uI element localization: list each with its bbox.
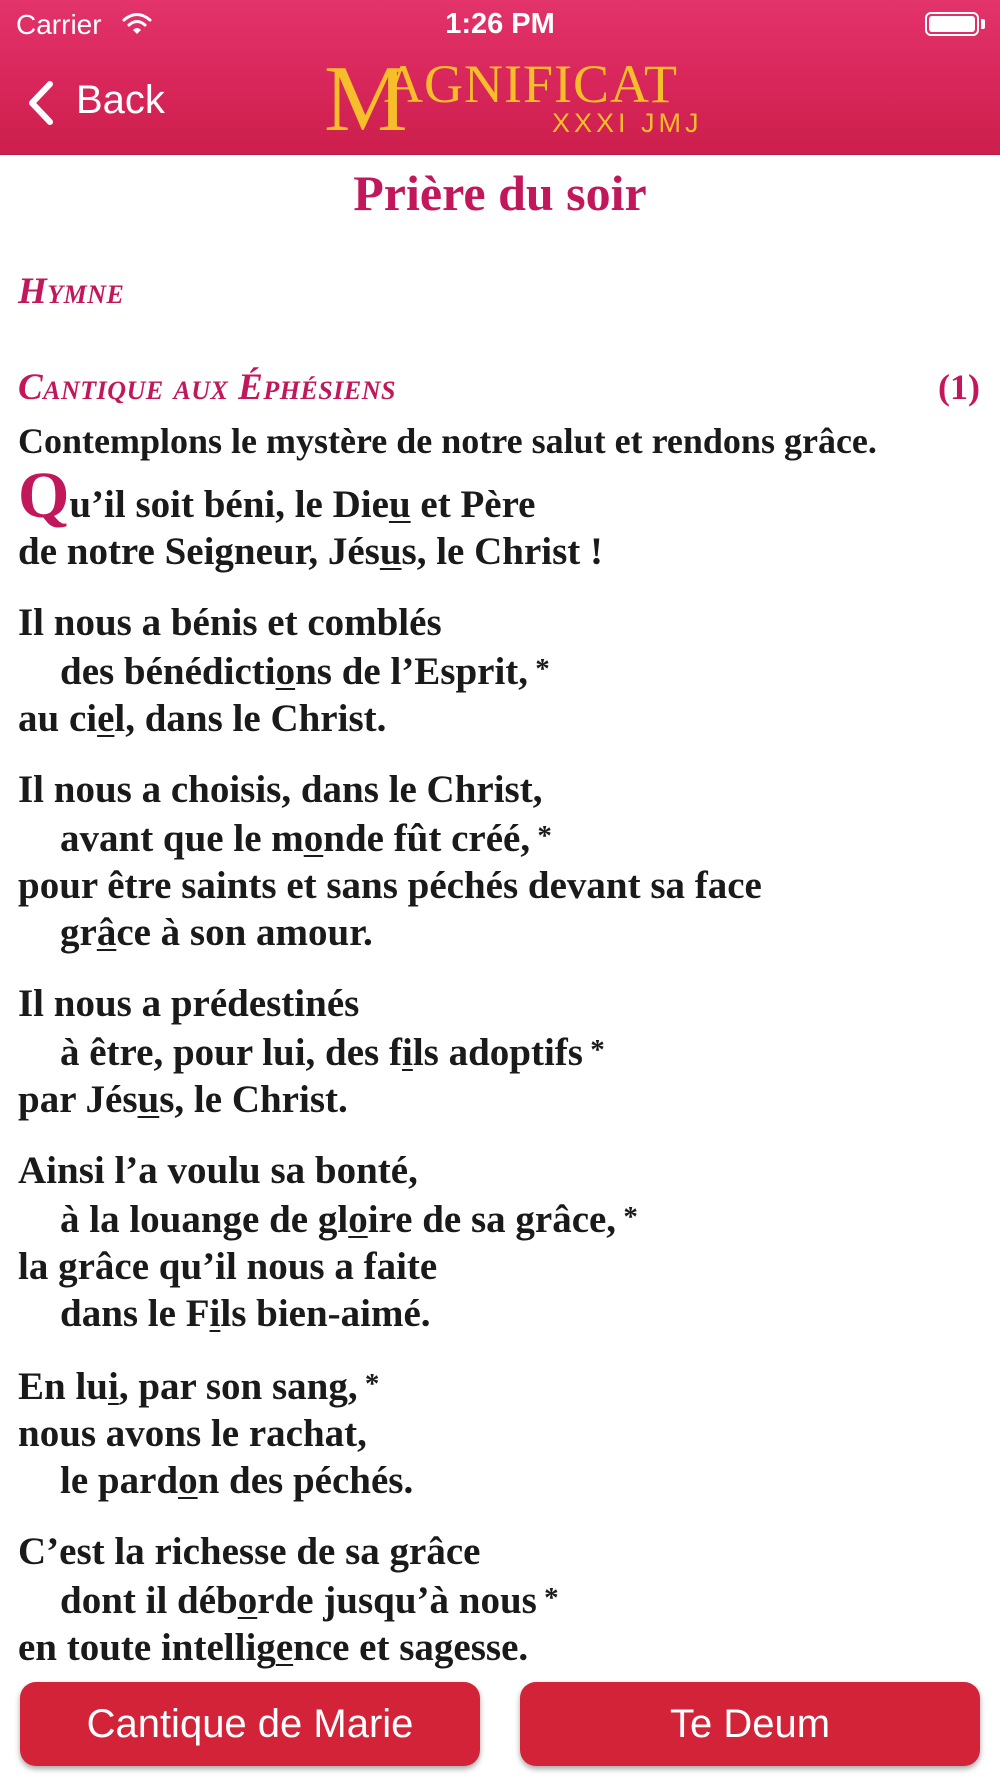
- verse-text: des bénédicti: [60, 650, 276, 693]
- verse-text: nde fût créé,: [323, 817, 531, 860]
- accent-syllable: o: [303, 817, 324, 860]
- verse-line: [18, 1147, 988, 1194]
- accent-syllable: u: [137, 1078, 160, 1121]
- asterisk-mark: *: [616, 1201, 638, 1233]
- verse-line: [18, 1076, 988, 1123]
- verse-text: C’est la richesse de sa grâce: [18, 1530, 481, 1573]
- verse-text: au ci: [18, 697, 98, 740]
- accent-syllable: o: [237, 1579, 258, 1622]
- verse-text: Ainsi l’a voulu sa bonté,: [18, 1149, 418, 1192]
- accent-syllable: i: [401, 1031, 413, 1074]
- verse-line: [18, 1290, 988, 1337]
- chevron-left-icon: [26, 78, 56, 128]
- verse-line: [18, 1575, 988, 1624]
- verse-text: dont il déb: [60, 1579, 238, 1622]
- verse-text: s, le Christ !: [401, 530, 604, 573]
- accent-syllable: u: [379, 530, 402, 573]
- stanza: [18, 766, 988, 956]
- canticle-number: (1): [938, 367, 980, 407]
- asterisk-mark: *: [536, 1582, 559, 1614]
- logo-wordmark: AGNIFICAT: [384, 54, 679, 114]
- battery-icon: [925, 12, 979, 36]
- verse-text: ls bien-aimé.: [220, 1292, 431, 1335]
- accent-syllable: â: [96, 911, 117, 954]
- verse-text: u’il soit béni, le Die: [69, 483, 389, 526]
- carrier-label: Carrier: [16, 9, 102, 40]
- accent-syllable: u: [388, 483, 411, 526]
- asterisk-mark: *: [528, 653, 550, 685]
- stanza: [18, 599, 988, 742]
- verse-text: Il nous a prédestinés: [18, 982, 360, 1025]
- te-deum-button[interactable]: Te Deum: [520, 1682, 980, 1766]
- verse-text: et Père: [410, 483, 536, 526]
- verse-line: [18, 646, 988, 695]
- asterisk-mark: *: [530, 820, 552, 852]
- accent-syllable: i: [107, 1365, 119, 1408]
- verse-text: dans le F: [60, 1292, 210, 1335]
- verse-line: [18, 528, 988, 575]
- verse-text: s, le Christ.: [159, 1078, 348, 1121]
- asterisk-mark: *: [357, 1368, 380, 1400]
- verse-line: [18, 459, 988, 532]
- verse-text: n des péchés.: [197, 1459, 414, 1502]
- verse-line: [18, 1243, 988, 1290]
- asterisk-mark: *: [582, 1034, 605, 1066]
- verse-line: [18, 1457, 988, 1504]
- verse-text: rde jusqu’à nous: [257, 1579, 537, 1622]
- verse-line: [18, 1528, 988, 1575]
- verse-text: En lu: [18, 1365, 108, 1408]
- accent-syllable: o: [178, 1459, 198, 1502]
- status-bar: [0, 0, 1000, 50]
- canticle-heading: Cantique aux Éphésiens: [18, 367, 396, 408]
- accent-syllable: e: [275, 1626, 294, 1669]
- verse-text: à être, pour lui, des f: [60, 1031, 402, 1074]
- verse-text: ire de sa grâce,: [367, 1198, 617, 1241]
- verse-text: de notre Seigneur, Jés: [18, 530, 380, 573]
- stanza: [18, 1147, 988, 1337]
- stanza: [18, 1528, 988, 1671]
- verse-line: [18, 980, 988, 1027]
- hymn-heading[interactable]: Hymne: [18, 271, 125, 312]
- verse-text: le pard: [60, 1459, 179, 1502]
- page-title: Prière du soir: [353, 165, 647, 221]
- cantique-de-marie-button[interactable]: Cantique de Marie: [20, 1682, 480, 1766]
- stanza: [18, 459, 988, 575]
- verse-line: [18, 1410, 988, 1457]
- verse-text: gr: [60, 911, 97, 954]
- stanza: [18, 980, 988, 1123]
- verse-line: [18, 1194, 988, 1243]
- verse-line: [18, 695, 988, 742]
- verse-text: avant que le m: [60, 817, 304, 860]
- verse-line: [18, 599, 988, 646]
- verse-text: nce et sagesse.: [293, 1626, 529, 1669]
- canticle-text: [18, 459, 988, 1695]
- verse-line: [18, 813, 988, 862]
- navigation-bar: [0, 0, 1000, 155]
- magnificat-logo: [324, 47, 704, 151]
- verse-text: en toute intellig: [18, 1626, 276, 1669]
- verse-line: [18, 1624, 988, 1671]
- logo-initial: M: [324, 47, 408, 151]
- verse-text: l, dans le Christ.: [114, 697, 387, 740]
- logo-subtitle: XXXI JMJ: [552, 108, 703, 138]
- verse-text: pour être saints et sans péchés devant sa face: [18, 864, 762, 907]
- verse-line: [18, 862, 988, 909]
- back-label: Back: [76, 78, 165, 122]
- verse-line: [18, 766, 988, 813]
- drop-cap: Q: [18, 459, 70, 532]
- verse-text: ce à son amour.: [116, 911, 373, 954]
- accent-syllable: o: [348, 1198, 368, 1241]
- verse-line: [18, 1027, 988, 1076]
- verse-line: [18, 1361, 988, 1410]
- verse-text: par Jés: [18, 1078, 138, 1121]
- verse-text: à la louange de gl: [60, 1198, 349, 1241]
- verse-line: [18, 909, 988, 956]
- antiphon: Contemplons le mystère de notre salut et rendons grâce.: [18, 421, 877, 461]
- status-time: 1:26 PM: [445, 8, 555, 40]
- verse-text: Il nous a bénis et comblés: [18, 601, 442, 644]
- verse-text: ls adoptifs: [412, 1031, 583, 1074]
- verse-text: , par son sang,: [118, 1365, 358, 1408]
- stanza: [18, 1361, 988, 1504]
- verse-text: nous avons le rachat,: [18, 1412, 367, 1455]
- accent-syllable: o: [275, 650, 296, 693]
- verse-text: Il nous a choisis, dans le Christ,: [18, 768, 543, 811]
- verse-text: la grâce qu’il nous a faite: [18, 1245, 438, 1288]
- verse-text: ns de l’Esprit,: [295, 650, 529, 693]
- battery-tip: [981, 19, 985, 29]
- accent-syllable: e: [97, 697, 115, 740]
- accent-syllable: i: [209, 1292, 221, 1335]
- prayer-content: [0, 154, 1000, 1778]
